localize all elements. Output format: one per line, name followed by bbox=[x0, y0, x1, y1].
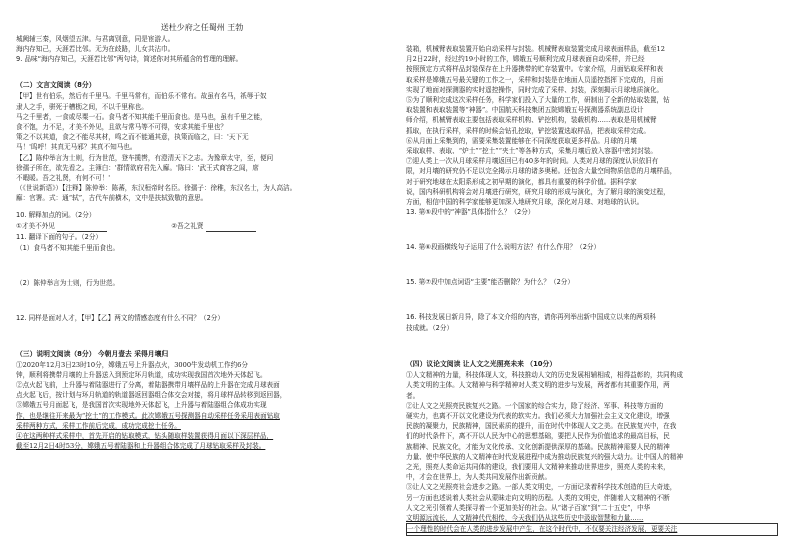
question-15: 15. 第⑦段中加点词语“主要”能否删除？为什么？（2分） bbox=[406, 278, 574, 287]
question-11: 11. 翻译下面的句子。（2分） bbox=[16, 232, 103, 241]
question-12: 12. 同样是面对人才，【甲】【乙】两文的情感态度有什么不同？（2分） bbox=[16, 313, 224, 322]
question-10: 10. 解释加点的词。（2分） bbox=[16, 210, 96, 219]
text-line: ③让人文之光照亮社会进步之路。一部人类文明史，一方面记录着科学技术创造的巨大奇迹， bbox=[406, 483, 677, 492]
text-line: 硬实力，也离不开以文化建设为代表的软实力。我们必须大力加强社会主义文化建设，增强 bbox=[406, 412, 670, 421]
passage-a bbox=[16, 91, 388, 152]
text-line: ③嫦娥五号月面起飞，是我国首次实现地外天体起飞，上升器与着陆器组合体成功实现 bbox=[16, 401, 267, 410]
question-16: 16. 科技发展日新月异，除了本文介绍的内容，请你再列举出新中国成立以来的两项科 bbox=[406, 313, 656, 322]
poem-line: 城阙辅三秦，风烟望五津。与君离别意，同是宦游人。 bbox=[16, 35, 175, 43]
text-line: 限，对月壤的研究仍不足以完全揭示月球的诸多奥秘。还包含大量空间物质信息的月壤样品， bbox=[406, 167, 677, 176]
text-line: 采取取样、表取、“炉土”“挖土”“夹土”等各种方式，采集月壤后放入容器中密封封装。 bbox=[406, 147, 658, 156]
question-14: 14. 第⑥段画横线句子运用了什么说明方法？有什么作用？（2分） bbox=[406, 243, 601, 252]
text-line: ⑥从月面上采集到的，需要采集装置能够在不同深度获取更多样品。月球的月壤 bbox=[406, 136, 637, 145]
q10-item-1: ①才美不外见 bbox=[16, 221, 55, 230]
text-line: 取装置和表取装置等“神器”。中国航天科技集团五院嫦娥五号探测器系统副总设计 bbox=[406, 106, 644, 115]
q11-item-2: （2）陈仲举言为士则，行为世范。 bbox=[16, 278, 120, 287]
text-line: 策之不以其道，食之不能尽其材，鸣之而不能通其意，执策而临之，曰：'天下无 bbox=[16, 133, 249, 142]
text-line: ⑤为了顺利完成这次采样任务，科学家们投入了大量的工作，研制出了全新的钻取装置，钻 bbox=[406, 96, 670, 105]
question-16-cont: 技成就。（2分） bbox=[406, 324, 454, 333]
text-line: ①人文精神的力量，科技体现人文，科技推动人文的历史发展相辅相成，相得益彰的，共同构成 bbox=[406, 371, 683, 380]
text-line: 月2日22时，经过约19小时的工作，嫦娥五号顺利完成月球表面自动采样，并已经 bbox=[406, 55, 645, 64]
section-4-title: （四）议论文阅读 让人文之光照亮未来 （10分） bbox=[406, 360, 557, 369]
text-line: 不暇暖。吾之礼贤，有何不可！' bbox=[16, 174, 111, 183]
text-line: ⑦迎人类上一次从月球采样月壤返回已有40多年的时间。人类对月球的深度认识依旧有 bbox=[406, 157, 659, 166]
text-line: 一个理性的时代会在人类的进步发展中产生，在这个时代中，不仅要关注经济发展，更要关注 bbox=[406, 523, 778, 535]
q11-item-1: （1）食马者不知其能千里而食也。 bbox=[16, 243, 120, 252]
text-line: 们的时代条件下，离不开以人民为中心的思想基础，要把人民作为价值追求的最高目标，民 bbox=[406, 432, 670, 441]
text-line: 对于研究地球在太阳系形成之初早期的演化，都具有重要的科学价值。据科学家 bbox=[406, 177, 637, 186]
text-line: 【甲】世有伯乐，然后有千里马。千里马常有，而伯乐不常有。故虽有名马，祇辱于奴 bbox=[16, 92, 267, 101]
text-line: 廨：官署。式：通“轼”，古代车前横木，文中是扶轼致敬的意思。 bbox=[16, 194, 208, 203]
text-line: 另一方面也述说着人类社会从蒙昧走向文明的历程。人类的文明史，伴随着人文精神的不断 bbox=[406, 493, 670, 502]
text-line: 食不饱，力不足，才美不外见，且欲与常马等不可得，安求其能千里也？ bbox=[16, 123, 227, 132]
q10-item-2: ②吾之礼贤 bbox=[171, 221, 204, 230]
text-line: 人文之光引领着人类探寻着一个更加美好的社会。从“诸子百家”到“二十五史”，中华 bbox=[406, 503, 651, 512]
poem-line: 海内存知己，天涯若比邻。无为在歧路，儿女共沾巾。 bbox=[16, 45, 175, 54]
question-9: 9. 品味“海内存知己，天涯若比邻”两句诗，简述你对其所蕴含的哲理的理解。 bbox=[16, 55, 243, 64]
text-line: ②点火起飞前，上升器与着陆器进行了分离，着陆器携带月壤样品的上升器在完成月球表面 bbox=[16, 381, 280, 390]
text-line: 作，也是继往开来最为“挖土”的工作模式。此次嫦娥五号探测器自动采样任务采用表面钻取 bbox=[16, 411, 280, 420]
text-line: ④在这两种样式采样中，首先开启的钻取模式，钻头随取样装置获得月面以下深层样品， bbox=[16, 432, 274, 441]
text-line: 族精神、民族文化，才能为文化传承、文化创新提供深厚的基础。民族精神需要人民的精神 bbox=[406, 442, 670, 451]
text-line: 点火起飞后，按计划与环月轨道的轨道器返回器组合体交会对接，将月球样品转移到返回器， bbox=[16, 391, 287, 400]
question-10-items bbox=[16, 221, 388, 232]
text-line: 【乙】陈仲举言为士则，行为世范，登车揽辔，有澄清天下之志。为豫章太守，至，便问 bbox=[16, 153, 274, 162]
right-column bbox=[406, 0, 778, 560]
section-2-title: （二）文言文阅读（8分） bbox=[16, 81, 96, 90]
left-column bbox=[16, 0, 388, 560]
text-line: 民族的凝聚力，民族精神，国民素质的提升，而在时代中体现人文之美。在民族复兴中，在我 bbox=[406, 422, 677, 431]
passage-c bbox=[16, 360, 388, 452]
text-line: 采样两种方式，采样工作前后完成，成功完成挖土任务。 bbox=[16, 421, 181, 430]
passage-c-continued bbox=[406, 44, 778, 207]
text-line: 方面，相信中国的科学家能够更加深入地研究月球，深化对月球、对地球的认识。 bbox=[406, 198, 644, 207]
text-line: ①2020年12月3日23时10分，嫦娥五号上升器点火，3000牛发动机工作约6分 bbox=[16, 360, 248, 369]
text-line: 截至12月2日4时53分，嫦娥五号着陆器和上升器组合体完成了月球钻取采样及封装。 bbox=[16, 442, 266, 451]
text-line: 师介绍，机械臂表取主要包括表取采样机构、铲挖机构，装载机构……表取是用机械臂 bbox=[406, 116, 657, 125]
text-line: 隶人之手，骈死于槽枥之间，不以千里称也。 bbox=[16, 102, 148, 111]
text-line: 取采样是嫦娥五号最关键的工作之一，采样和封装是在地面人员遥控指挥下完成的，月面 bbox=[406, 75, 664, 84]
text-line: （《世说新语》）【注释】陈仲举：陈蕃，东汉桓帝时名臣。徐孺子：徐稚，东汉名士，为人高洁。 bbox=[16, 184, 297, 193]
answer-blank[interactable] bbox=[57, 224, 107, 232]
text-line: 力量、使中华民族的人文精神在时代发展进程中成为推动民族复兴的强大动力。让中国人的精神 bbox=[406, 452, 683, 461]
section-3-title: （三）说明文阅读（8分） 今朝月壹去 采得月壤归 bbox=[16, 349, 169, 358]
text-line: 装箱，机械臂表取装置开始自动采样与封装。机械臂表取装置完成月球表面样品，截至12 bbox=[406, 45, 665, 53]
passage-b bbox=[16, 153, 388, 204]
text-line: 马之千里者，一食或尽粟一石。食马者不知其能千里而食也。是马也，虽有千里之能， bbox=[16, 112, 267, 121]
text-line: 之光，照亮人类命运共同体的建设，我们要用人文精神来推动世界进步，照亮人类的未来， bbox=[406, 463, 670, 472]
passage-d bbox=[406, 370, 778, 535]
text-line: ②让人文之光照亮民族复兴之路。一个国家的综合实力，除了经济、军事、科技等方面的 bbox=[406, 401, 664, 410]
text-line: 实现了地面对探测器的实时遥控操作，同时完成了采样、封装，深刻揭示月球地质演化。 bbox=[406, 85, 664, 94]
text-line: 按照预定方式将样品封装保存在上升器携带的贮存装置中。专家介绍，月面钻取采样和表 bbox=[406, 65, 664, 74]
answer-blank[interactable] bbox=[206, 224, 256, 232]
question-13: 13. 第⑤段中的“神器”具体指什么？（2分） bbox=[406, 208, 535, 217]
text-line: 人类文明的主体。人文精神与科学精神对人类文明的进步与发展，两者都有其重要作用，两 bbox=[406, 381, 670, 390]
text-line: 中，才会在世界上，为人类共同发展作出新贡献。 bbox=[406, 473, 552, 482]
text-line: 马！'呜呼！其真无马邪？其真不知马也。 bbox=[16, 143, 137, 152]
text-line: 者。 bbox=[406, 391, 420, 400]
text-line: 文明源远流长，人文精神代代相传，今天我们仍从这些历史中汲取智慧和力量…… bbox=[406, 514, 644, 523]
text-line: 钟，顺利将携带月壤的上升器送入到预定环月轨道，成功实现我国首次地外天体起飞。 bbox=[16, 370, 267, 379]
text-line: 徐孺子所在，欲先看之。主簿白：'群情欲府君先入廨。'陈曰：'武王式商容之闾，席 bbox=[16, 163, 259, 172]
text-line: 抓取，在执行采样，采样的时候会钻孔挖取，铲挖装置选取样品，把表取采样完成。 bbox=[406, 126, 650, 135]
text-line: 说，国内科研机构将会对月壤进行研究，研究月球的形成与演化，为了解月球的演变过程， bbox=[406, 187, 670, 196]
poem-title: 送杜少府之任蜀州 王勃 bbox=[160, 23, 244, 32]
